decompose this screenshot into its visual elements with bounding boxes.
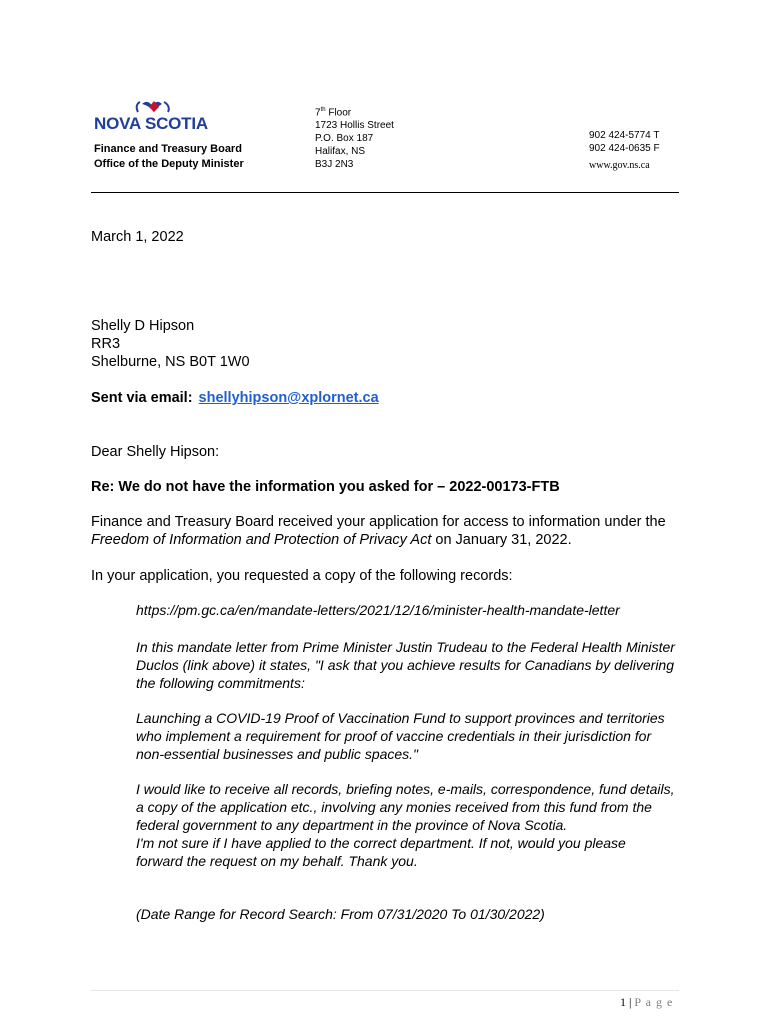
- recipient-line3: Shelburne, NS B0T 1W0: [91, 354, 250, 370]
- footer-divider: [91, 990, 679, 991]
- subject-line: Re: We do not have the information you asked for – 2022-00173-FTB: [91, 479, 560, 495]
- sent-via-line: [91, 389, 379, 407]
- page-number: 1: [620, 995, 626, 1009]
- department-block: [94, 142, 244, 172]
- address-pobox: P.O. Box 187: [315, 133, 374, 145]
- quoted-paragraph-2: Launching a COVID-19 Proof of Vaccination Fund to support provinces and territories who implement a requirement for proof of vaccine credentials in their jurisdiction for non-essential businesses and public spaces.": [136, 710, 665, 762]
- website-link[interactable]: www.gov.ns.ca: [589, 160, 650, 171]
- department-name: Finance and Treasury Board: [94, 143, 242, 155]
- act-name: Freedom of Information and Protection of Privacy Act: [91, 532, 432, 548]
- quoted-date-range: (Date Range for Record Search: From 07/31/2020 To 01/30/2022): [136, 906, 545, 922]
- office-name: Office of the Deputy Minister: [94, 158, 244, 170]
- sent-via-label: Sent via email:: [91, 390, 193, 406]
- paragraph-1: Finance and Treasury Board received your application for access to information under the Freedom of Information and Protection of Privacy Act on January 31, 2022.: [91, 514, 666, 548]
- email-link[interactable]: shellyhipson@xplornet.ca: [198, 390, 379, 406]
- recipient-line2: RR3: [91, 336, 121, 352]
- letter-date: March 1, 2022: [91, 229, 184, 245]
- recipient-name: Shelly D Hipson: [91, 318, 195, 334]
- salutation: Dear Shelly Hipson:: [91, 444, 220, 460]
- phone-number: 902 424-5774 T: [589, 130, 660, 141]
- address-postal: B3J 2N3: [315, 159, 354, 171]
- page-label: P a g e: [634, 995, 674, 1009]
- footer-separator: |: [626, 995, 635, 1009]
- paragraph-2: In your application, you requested a copy of the following records:: [91, 568, 513, 584]
- fax-number: 902 424-0635 F: [589, 143, 660, 154]
- address-street: 1723 Hollis Street: [315, 120, 394, 132]
- address-block: [315, 104, 394, 171]
- address-city: Halifax, NS: [315, 146, 366, 158]
- contact-block: [589, 129, 660, 172]
- address-floor: 7th Floor: [315, 107, 352, 119]
- quoted-paragraph-3b: I'm not sure if I have applied to the correct department. If not, would you please forward the request on my behalf. Thank you.: [136, 835, 626, 869]
- page-footer: [620, 995, 673, 1010]
- quoted-paragraph-3: [136, 780, 676, 870]
- header-divider: [91, 192, 679, 193]
- quoted-url: https://pm.gc.ca/en/mandate-letters/2021/12/16/minister-health-mandate-letter: [136, 602, 620, 618]
- logo-text: NOVA SCOTIA: [94, 114, 208, 133]
- recipient-address: [91, 317, 250, 371]
- quoted-paragraph-1: In this mandate letter from Prime Minister Justin Trudeau to the Federal Health Minister Duclos (link above) it states, "I ask that you achieve results for Canadians by delivering the following commitments:: [136, 639, 675, 691]
- quoted-paragraph-3a: I would like to receive all records, briefing notes, e-mails, correspondence, fund details, a copy of the application etc., involving any monies received from this fund from the federal government to any department in the province of Nova Scotia.: [136, 781, 675, 833]
